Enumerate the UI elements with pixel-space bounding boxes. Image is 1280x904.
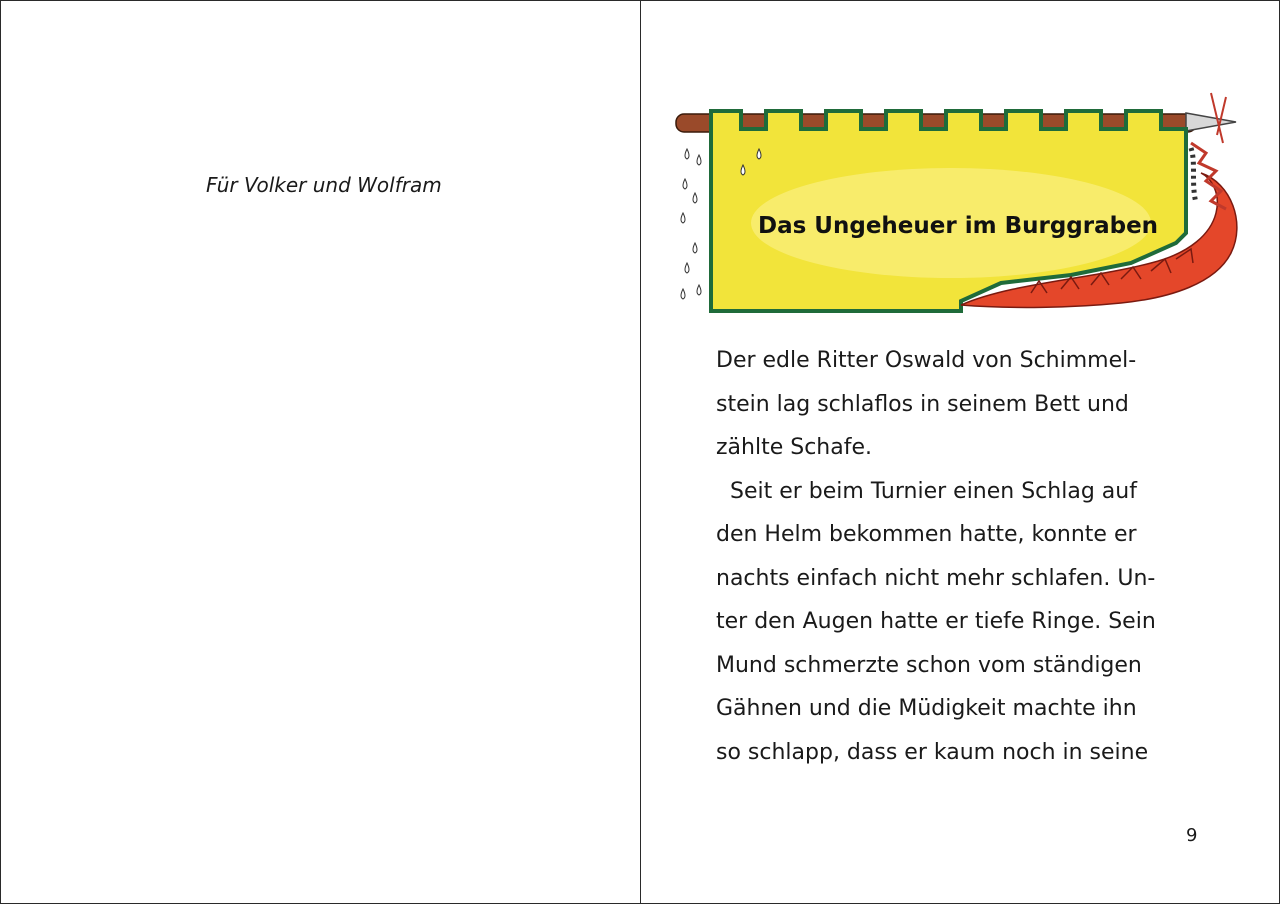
text-line: Seit er beim Turnier einen Schlag auf [716,478,1137,504]
page-number: 9 [1186,825,1198,846]
text-line: zählte Schafe. [716,435,872,460]
text-line: Mund schmerzte schon vom ständigen [716,652,1142,678]
text-line: stein lag schlaflos in seinem Bett und [716,391,1129,417]
text-line: ter den Augen hatte er tiefe Ringe. Sein [716,609,1156,634]
text-line: Gähnen und die Müdigkeit machte ihn [716,696,1137,721]
text-line: so schlapp, dass er kaum noch in seine [716,739,1149,765]
right-page [641,1,1279,903]
left-page [1,1,640,903]
spear-tip-illustration [1186,93,1236,143]
chapter-title: Das Ungeheuer im Burggraben [758,213,1159,239]
text-line: Der edle Ritter Oswald von Schimmel- [716,348,1137,373]
body-text [716,339,1216,774]
chapter-banner [671,83,1271,323]
castle-banner-illustration [671,83,1271,323]
text-line: nachts einfach nicht mehr schlafen. Un- [716,565,1156,591]
text-line: den Helm bekommen hatte, konnte er [716,522,1137,547]
dedication: Für Volker und Wolfram [206,173,442,197]
